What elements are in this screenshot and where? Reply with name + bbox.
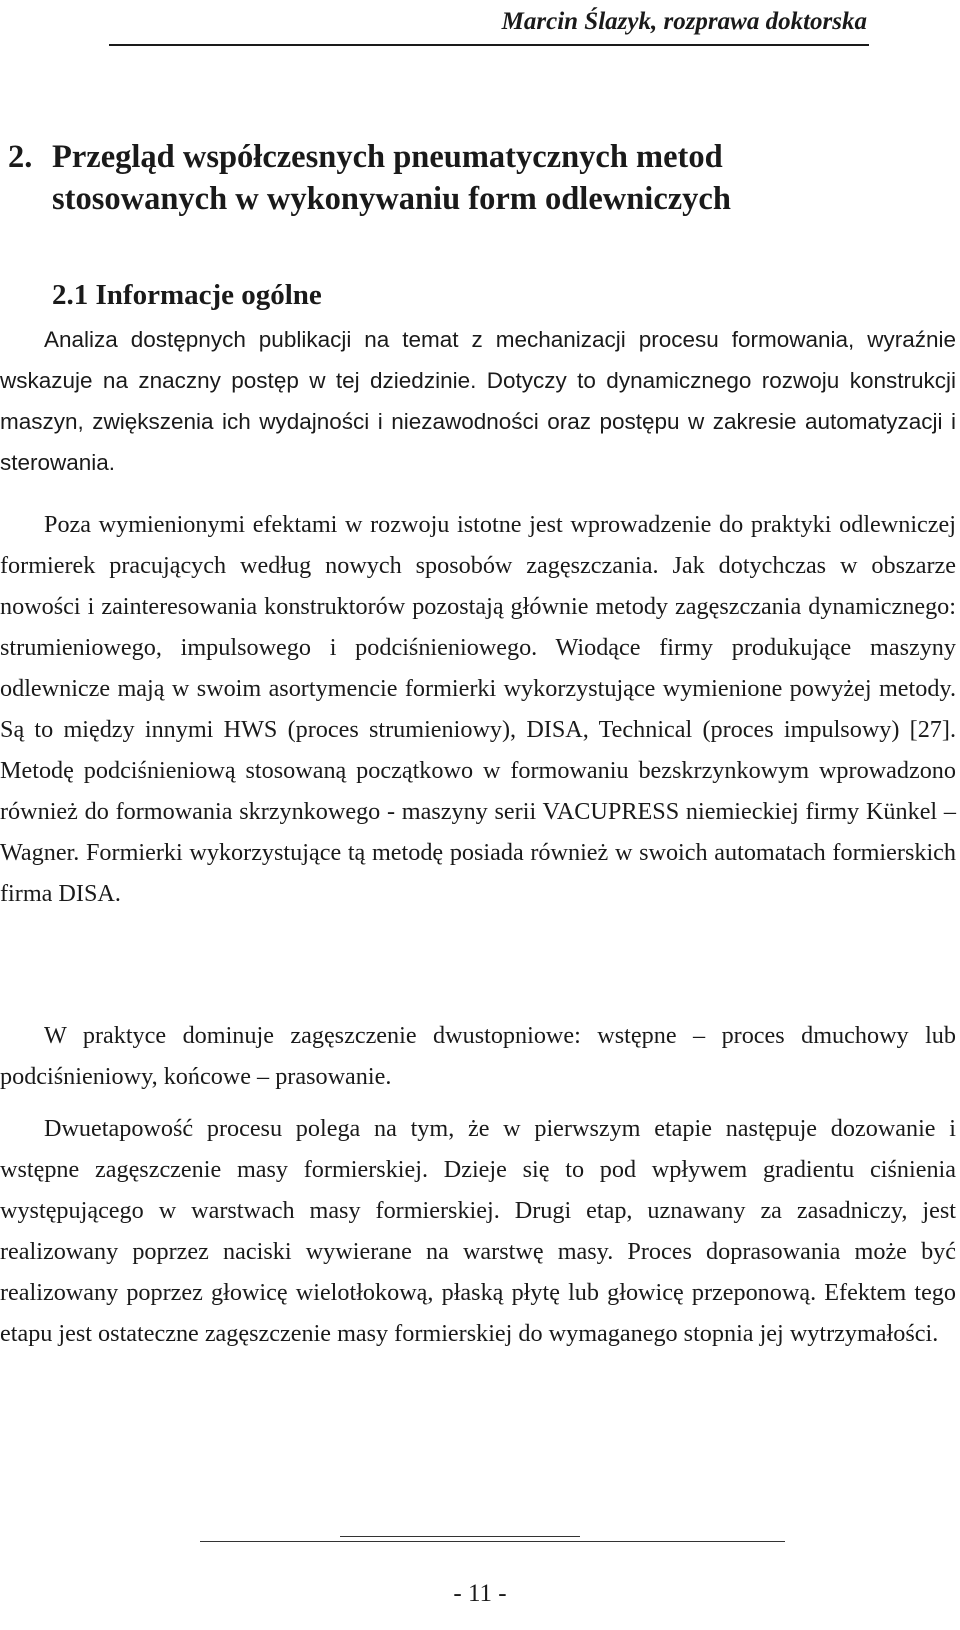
footer-rule [200,1541,785,1542]
paragraph-4 [0,1108,956,1354]
section-title: 2.1 Informacje ogólne [52,279,322,311]
running-header: Marcin Ślazyk, rozprawa doktorska [501,8,867,35]
paragraph-1 [0,319,956,483]
chapter-title [8,136,908,220]
paragraph-2 [0,504,956,914]
paragraph-2-text: Poza wymienionymi efektami w rozwoju istotne jest wprowadzenie do praktyki odlewniczej formierek pracujących według nowych sposobów zagęszczania. Jak dotychczas w obszarze nowości i zainteresowania konstruktorów pozostają głównie metody zagęszczania dynamicznego: strumieniowego, impulsowego i podciśnieniowego. Wiodące firmy produkujące maszyny odlewnicze mają w swoim asortymencie formierki wykorzystujące wymienione powyżej metody. Są to między innymi HWS (proces strumieniowy), DISA, Technical (proces impulsowy) [27]. Metodę podciśnieniową stosowaną początkowo w formowaniu bezskrzynkowym wprowadzono również do formowania skrzynkowego - maszyny serii VACUPRESS niemieckiej firmy Künkel – Wagner. Formierki wykorzystujące tą metodę posiada również w swoich automatach formierskich firma DISA. [0,511,956,907]
page-number: - 11 - [453,1580,507,1607]
footer-rule-short [340,1536,580,1537]
chapter-title-line1: Przegląd współczesnych pneumatycznych metod [52,139,723,175]
chapter-title-line2: stosowanych w wykonywaniu form odlewniczych [52,181,731,217]
header-rule [109,44,869,46]
paragraph-3-text: W praktyce dominuje zagęszczenie dwustopniowe: wstępne – proces dmuchowy lub podciśnieniowy, końcowe – prasowanie. [0,1022,956,1090]
paragraph-1-text: Analiza dostępnych publikacji na temat z mechanizacji procesu formowania, wyraźnie wskazuje na znaczny postęp w tej dziedzinie. Dotyczy to dynamicznego rozwoju konstrukcji maszyn, zwiększenia ich wydajności i niezawodności oraz postępu w zakresie automatyzacji i sterowania. [0,327,956,475]
paragraph-4-text: Dwuetapowość procesu polega na tym, że w pierwszym etapie następuje dozowanie i wstępne zagęszczenie masy formierskiej. Dzieje się to pod wpływem gradientu ciśnienia występującego w warstwach masy formierskiej. Drugi etap, uznawany za zasadniczy, jest realizowany poprzez naciski wywierane na warstwę masy. Proces doprasowania może być realizowany poprzez głowicę wielotłokową, płaską płytę lub głowicę przeponową. Efektem tego etapu jest ostateczne zagęszczenie masy formierskiej do wymaganego stopnia jej wytrzymałości. [0,1115,956,1347]
paragraph-3 [0,1015,956,1097]
chapter-number: 2. [8,139,33,175]
